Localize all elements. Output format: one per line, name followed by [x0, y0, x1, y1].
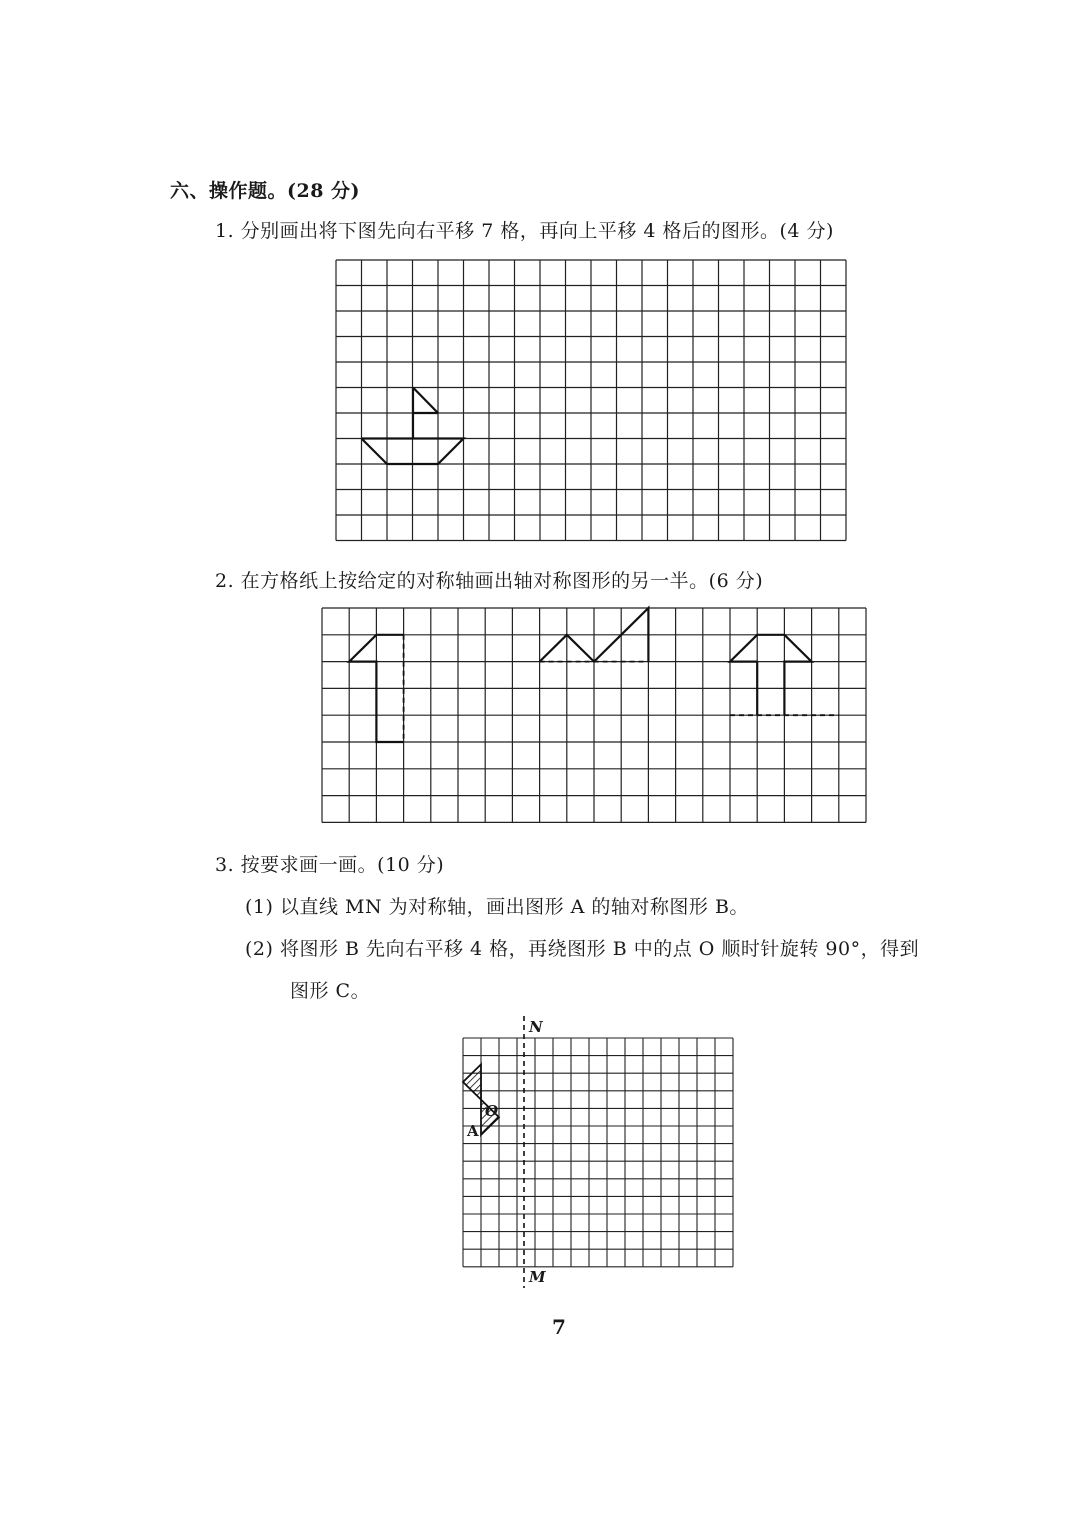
label-n: N: [529, 1018, 543, 1036]
question-3-part-2: (2) 将图形 B 先向右平移 4 格，再绕图形 B 中的点 O 顺时针旋转 90°，得到: [245, 938, 920, 960]
page-number: 7: [552, 1315, 567, 1339]
grid-translation: [336, 260, 848, 542]
section-title: 六、操作题。(28 分): [170, 180, 361, 202]
question-3-text: 3. 按要求画一画。(10 分): [215, 854, 445, 876]
question-3-part-2-cont: 图形 C。: [290, 980, 371, 1002]
grid-symmetry: [322, 608, 866, 822]
question-1-text: 1. 分别画出将下图先向右平移 7 格，再向上平移 4 格后的图形。(4 分): [215, 220, 834, 242]
question-2-text: 2. 在方格纸上按给定的对称轴画出轴对称图形的另一半。(6 分): [215, 570, 764, 592]
question-3-part-1-text: (1) 以直线 MN 为对称轴，画出图形 A 的轴对称图形 B。: [245, 896, 749, 918]
question-3-part-1: [245, 892, 749, 919]
grid-rotation: [463, 1016, 753, 1291]
label-o: O: [485, 1102, 499, 1120]
label-a: A: [467, 1122, 479, 1140]
label-m: M: [529, 1268, 546, 1286]
